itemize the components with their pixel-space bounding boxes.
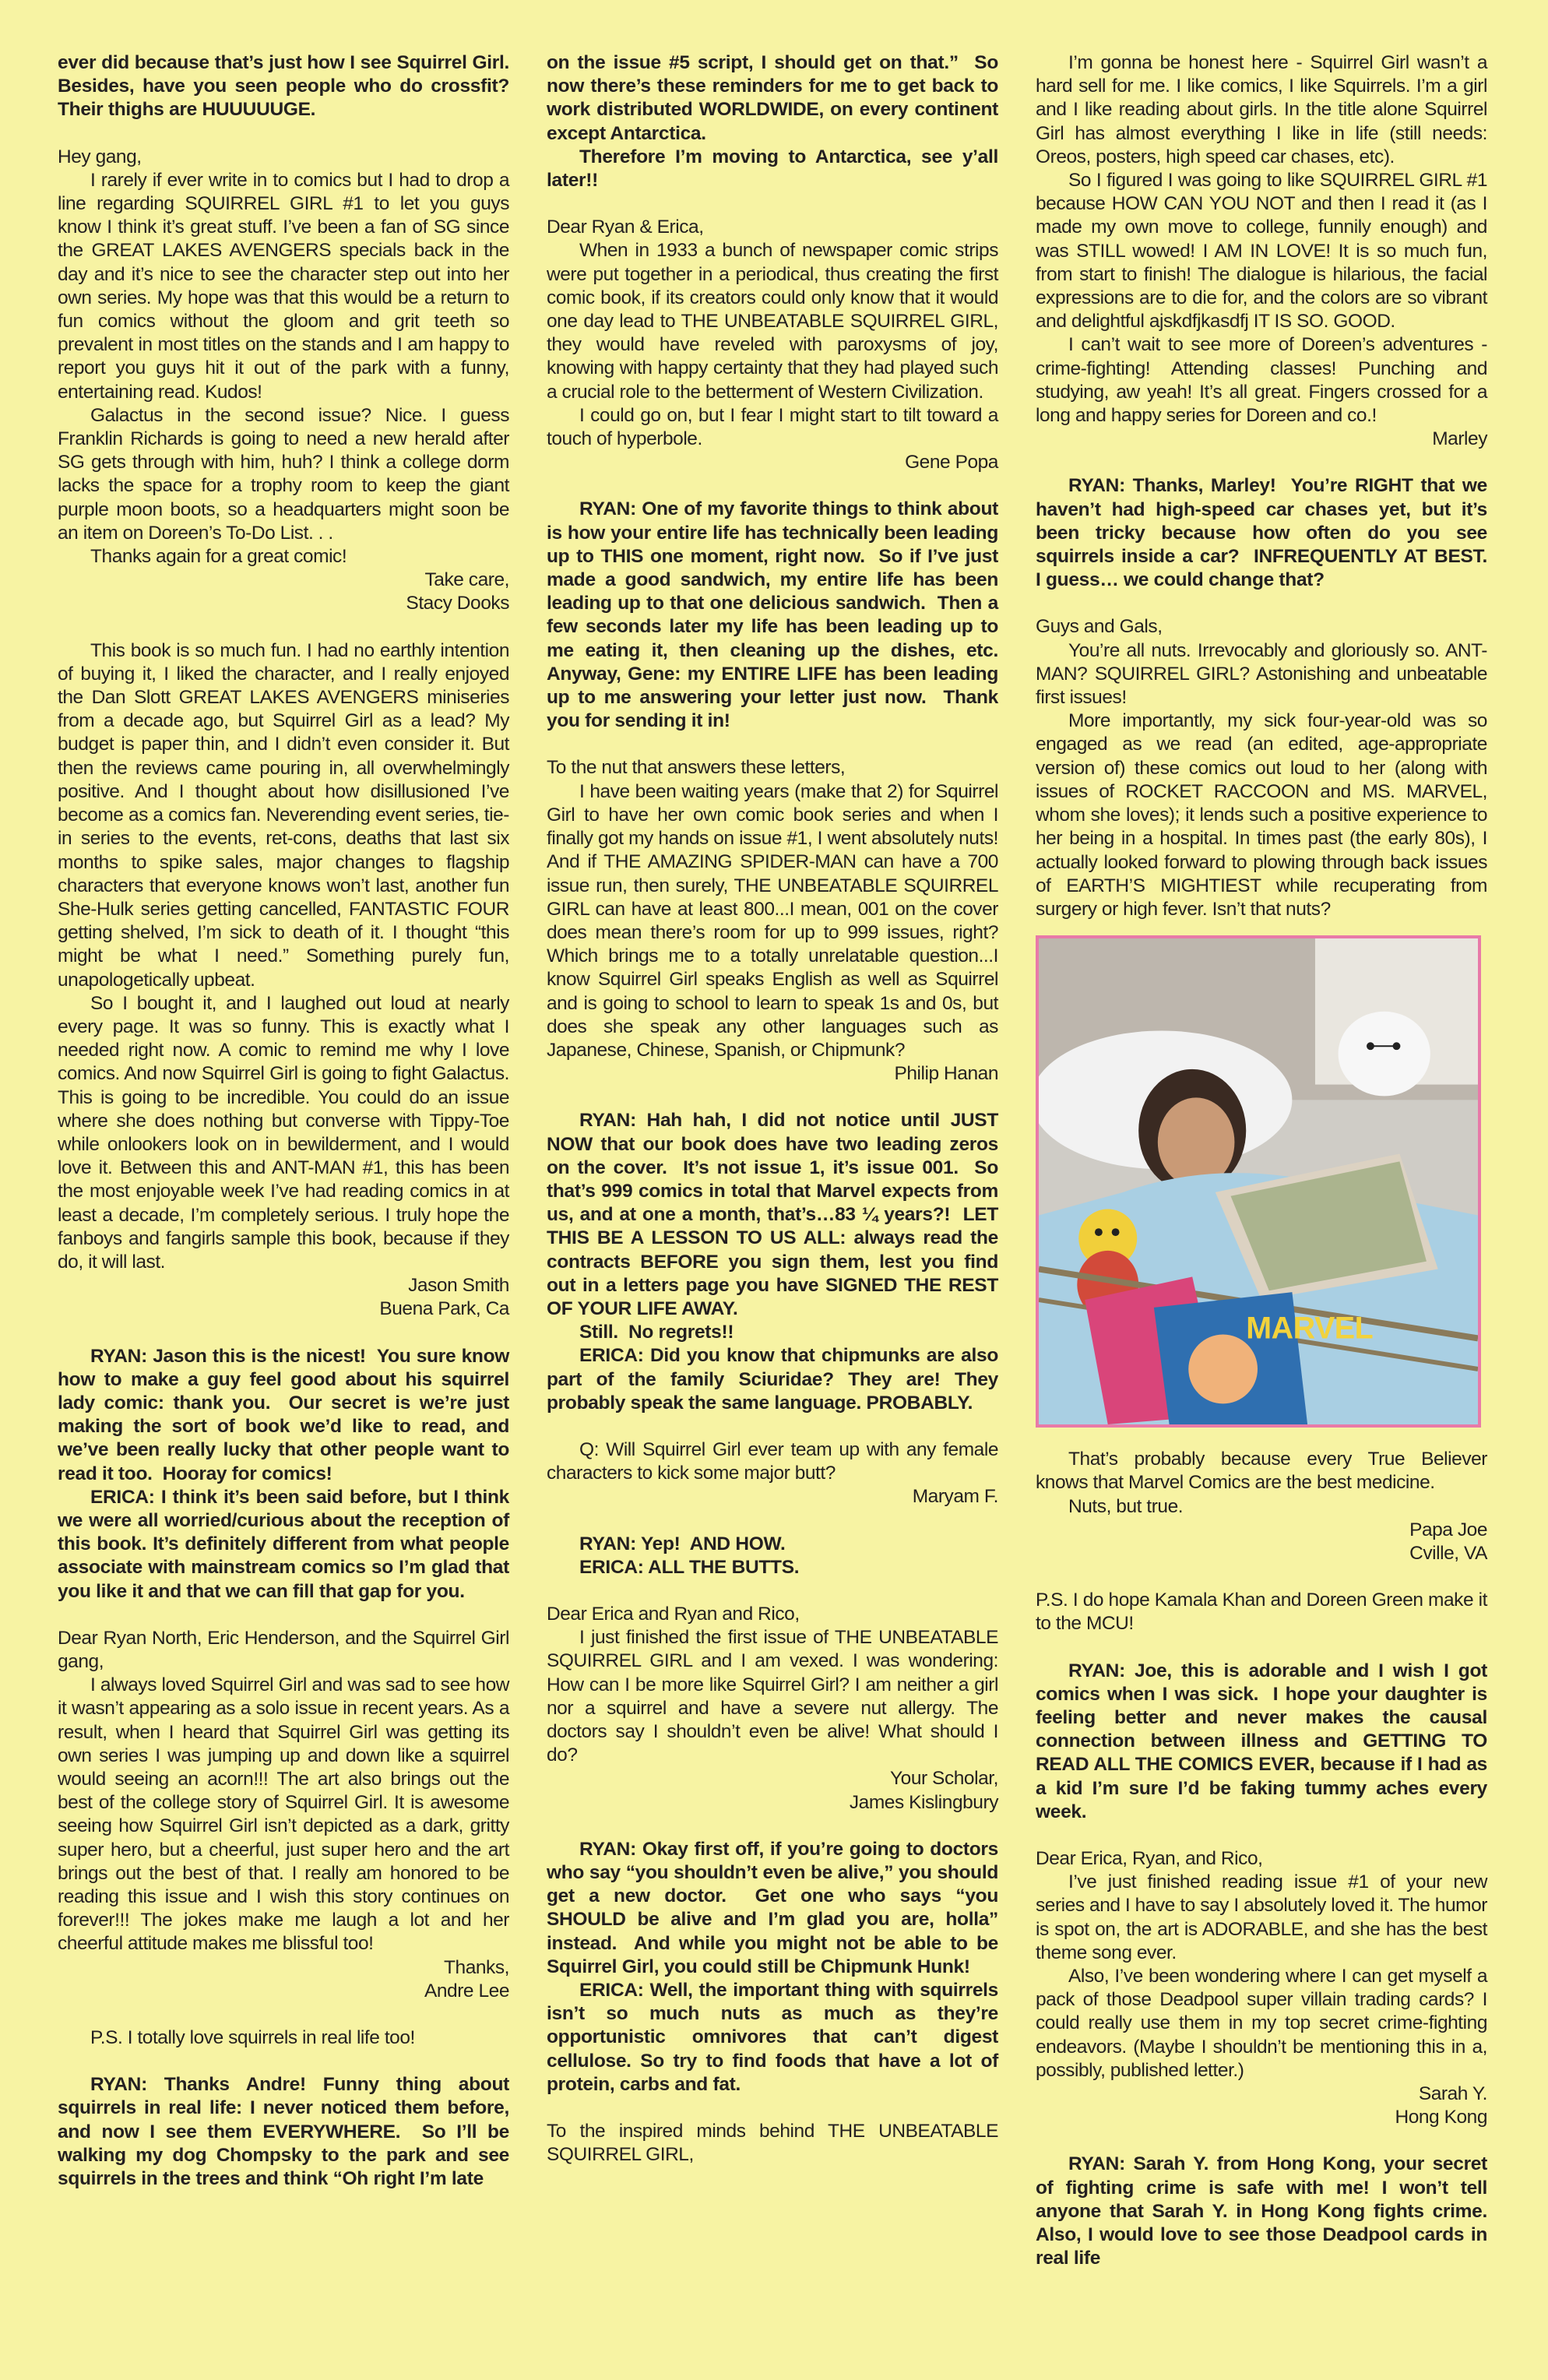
letter-signature: Andre Lee bbox=[424, 1980, 509, 2002]
letter-paragraph: More importantly, my sick four-year-old was so engaged as we read (an edited, age-appropriate version of) these comics out loud to her (along with issues of ROCKET RACCOON and MS. MARVEL, whom she loves); it lends such a positive experience to her being in a hospital. In times past (the early 80s), I actually looked forward to plowing through back issues of EARTH’S MIGHTIEST while recuperating from surgery or high fever. Isn’t that nuts? bbox=[1036, 710, 1493, 920]
reply-paragraph: ERICA: Well, the important thing with squirrels isn’t so much nuts as much as they’re opportunistic omnivores that can’t digest cellulose. So try to find foods that have a lot of protein, carbs and fat. bbox=[547, 1980, 1004, 2095]
reply-paragraph: RYAN: Thanks, Marley! You’re RIGHT that we haven’t had high-speed car chases yet, but it’s been tricky because how often do you see squirrels inside a car? INFREQUENTLY AT BEST. I guess… we could change that? bbox=[1036, 475, 1498, 591]
letter-signature: Gene Popa bbox=[905, 452, 998, 474]
letter-paragraph: Also, I’ve been wondering where I can get myself a pack of those Deadpool super villain trading cards? I could really use them in my top secret crime-fighting endeavors. (Maybe I shouldn’t be mentioning this in a, possibly, published letter.) bbox=[1036, 1965, 1493, 2081]
letter-paragraph: So I bought it, and I laughed out loud at nearly every page. It was so funny. This is exactly what I needed right now. A comic to remind me why I love comics. And now Squirrel Girl is going to fight Galactus. This is going to be incredible. You could do an issue where she does nothing but converse with Tippy-Toe while onlookers look on in bewilderment, and I would love it. Between this and ANT-MAN #1, this has been the most enjoyable week I’ve had reading comics in at least a decade, I’m completely serious. I truly hope the fanboys and fangirls sample this book, because if they do, it will last. bbox=[58, 992, 515, 1273]
letter-paragraph: I have been waiting years (make that 2) for Squirrel Girl to have her own comic book series and when I finally got my hands on issue #1, I went absolutely nuts! And if THE AMAZING SPIDER-MAN can have a 700 issue run, then surely, THE UNBEATABLE SQUIRREL GIRL can have at least 800...I mean, 001 on the cover does mean there’s room for up to 999 issues, right? Which brings me to a totally unrelatable question...I know Squirrel Girl speaks English as well as Squirrel and is going to school to learn to speak 1s and 0s, but does she speak any other languages such as Japanese, Chinese, Spanish, or Chipmunk? bbox=[547, 780, 1014, 1061]
paragraph-gap bbox=[1036, 592, 1487, 615]
reply-paragraph: Therefore I’m moving to Antarctica, see y’all later!! bbox=[547, 146, 1004, 192]
letter-paragraph: Galactus in the second issue? Nice. I guess Franklin Richards is going to need a new herald after SG gets through with him, huh? I think a college dorm lacks the space for a trophy room to keep the giant purple moon boots, so a headquarters might soon be an item on Doreen’s To-Do List. . . bbox=[58, 404, 515, 544]
column-1 bbox=[58, 51, 515, 2191]
column-2 bbox=[547, 51, 1014, 2167]
paragraph-gap bbox=[547, 1086, 998, 1109]
letter-paragraph: Hey gang, bbox=[58, 146, 142, 167]
paragraph-gap bbox=[1036, 1565, 1487, 1589]
letter-paragraph: Guys and Gals, bbox=[1036, 616, 1163, 638]
column-3 bbox=[1036, 51, 1498, 2270]
letter-paragraph: When in 1933 a bunch of newspaper comic strips were put together in a periodical, thus creating the first comic book, if its creators could only know that it would one day lead to THE UNBEATABLE SQUIRREL GIRL, they would have reveled with paroxysms of joy, knowing with happy certainty that they had played such a crucial role to the betterment of Western Civilization. bbox=[547, 240, 1004, 403]
letter-signature: Stacy Dooks bbox=[406, 593, 509, 614]
paragraph-gap bbox=[58, 2003, 509, 2026]
letter-paragraph: P.S. I totally love squirrels in real life too! bbox=[90, 2027, 415, 2049]
paragraph-gap bbox=[58, 122, 509, 146]
letter-signature: Buena Park, Ca bbox=[379, 1298, 509, 1320]
letter-paragraph: So I figured I was going to like SQUIRREL GIRL #1 because HOW CAN YOU NOT and then I read it (as I made my own move to college, funnily enough) and was STILL wowed! I AM IN LOVE! It is so much fun, from start to finish! The dialogue is hilarious, the facial expressions are to die for, and the colors are so vibrant and delightful ajskdfjkasdfj IT IS SO. GOOD. bbox=[1036, 170, 1493, 333]
letter-signature: Sarah Y. bbox=[1418, 2082, 1487, 2104]
paragraph-gap bbox=[58, 1604, 509, 1627]
reply-paragraph: RYAN: Sarah Y. from Hong Kong, your secret of fighting crime is safe with me! I won’t tell anyone that Sarah Y. in Hong Kong fights crime. Also, I would love to see those Deadpool cards in real life bbox=[1036, 2153, 1498, 2269]
letter-paragraph: I’m gonna be honest here - Squirrel Girl wasn’t a hard sell for me. I like comics, I like Squirrels. I’m a girl and I like reading about girls. In the title alone Squirrel Girl has almost everything I like in life (still needs: Oreos, posters, high speed car chases, etc). bbox=[1036, 52, 1493, 167]
letter-signature: Thanks, bbox=[444, 1956, 509, 1978]
reply-paragraph: ERICA: Did you know that chipmunks are also part of the family Sciuridae? They are! They probably speak the same language. PROBABLY. bbox=[547, 1345, 1004, 1414]
paragraph-gap bbox=[547, 474, 998, 498]
letter-paragraph: You’re all nuts. Irrevocably and gloriously so. ANT-MAN? SQUIRREL GIRL? Astonishing and unbeatable first issues! bbox=[1036, 639, 1493, 709]
letter-paragraph: To the inspired minds behind THE UNBEATABLE SQUIRREL GIRL, bbox=[547, 2121, 1004, 2166]
paragraph-gap bbox=[547, 1415, 998, 1438]
letter-signature: Marley bbox=[1432, 428, 1487, 450]
reply-paragraph: on the issue #5 script, I should get on that.” So now there’s these reminders for me to get back to work distributed WORLDWIDE, on every continent except Antarctica. bbox=[547, 52, 1004, 144]
letter-paragraph: Dear Erica, Ryan, and Rico, bbox=[1036, 1847, 1263, 1869]
hospital-photo bbox=[1036, 935, 1481, 1428]
paragraph-gap bbox=[547, 1509, 998, 1533]
reply-paragraph: Still. No regrets!! bbox=[579, 1322, 734, 1343]
reply-paragraph: RYAN: Joe, this is adorable and I wish I got comics when I was sick. I hope your daughter is feeling better and never makes the causal connection between illness and GETTING TO READ ALL THE COMICS EVER, because if I had as a kid I’m sure I’d be faking tummy aches every week. bbox=[1036, 1660, 1493, 1822]
reply-paragraph: RYAN: Yep! AND HOW. bbox=[579, 1533, 786, 1554]
reply-paragraph: RYAN: Okay first off, if you’re going to doctors who say “you shouldn’t even be alive,” you should get a new doctor. Get one who says “you SHOULD be alive and I’m glad you are, holla” instead. And while you might not be able to be Squirrel Girl, you could still be Chipmunk Hunk! bbox=[547, 1838, 1004, 1977]
reply-paragraph: ever did because that’s just how I see Squirrel Girl. Besides, have you seen people who do crossfit? Their thighs are HUUUUUGE. bbox=[58, 52, 515, 121]
reply-paragraph: RYAN: Jason this is the nicest! You sure know how to make a guy feel good about his squirrel lady comic: thank you. Our secret is we’re just making the sort of book we’d like to read, and we’ve been really lucky that other people want to read it too. Hooray for comics! bbox=[58, 1345, 515, 1484]
letter-paragraph: Thanks again for a great comic! bbox=[90, 546, 347, 568]
reply-paragraph: RYAN: Hah hah, I did not notice until JUST NOW that our book does have two leading zeros on the cover. It’s not issue 1, it’s issue 001. So that’s 999 comics in total that Marvel expects from us, and at one a month, that’s…83 ¼ years?! LET THIS BE A LESSON TO US ALL: always read the contracts BEFORE you sign them, lest you find out in a letters page you have SIGNED THE REST OF YOUR LIFE AWAY. bbox=[547, 1110, 1004, 1319]
paragraph-gap bbox=[547, 2097, 998, 2120]
letter-paragraph: To the nut that answers these letters, bbox=[547, 757, 846, 779]
letter-paragraph: I always loved Squirrel Girl and was sad to see how it wasn’t appearing as a solo issue in recent years. As a result, when I heard that Squirrel Girl was getting its own series I was jumping up and down like a squirrel would seeing an acorn!!! The art also brings out the best of the college story of Squirrel Girl. It is awesome seeing how Squirrel Girl isn’t depicted as a dark, gritty super hero, but a cheerful, just super hero and the art brings out the best of that. I really am honored to be reading this issue and I wish this story continues on forever!!! The jokes make me laugh a lot and her cheerful attitude makes me blissful too! bbox=[58, 1674, 515, 1955]
reply-paragraph: ERICA: ALL THE BUTTS. bbox=[579, 1556, 800, 1578]
letter-paragraph: I can’t wait to see more of Doreen’s adventures - crime-fighting! Attending classes! Punching and studying, aw yeah! It’s all great. Fingers crossed for a long and happy series for Doreen and co.! bbox=[1036, 334, 1493, 427]
letter-paragraph: I rarely if ever write in to comics but I had to drop a line regarding SQUIRREL GIRL #1 to let you guys know I think it’s great stuff. I’ve been a fan of SG since the GREAT LAKES AVENGERS specials back in the day and it’s nice to see the character step out into her own series. My hope was that this would be a return to fun comics without the gloom and grit teeth so prevalent in most titles on the stands and I am happy to report you guys hit it out of the park with a funny, entertaining read. Kudos! bbox=[58, 169, 515, 403]
letter-paragraph: Dear Erica and Ryan and Rico, bbox=[547, 1603, 800, 1625]
letter-signature: James Kislingbury bbox=[849, 1791, 998, 1813]
paragraph-gap bbox=[547, 733, 998, 756]
letter-signature: Papa Joe bbox=[1409, 1519, 1487, 1540]
letter-paragraph: I just finished the first issue of THE UNBEATABLE SQUIRREL GIRL and I am vexed. I was wondering: How can I be more like Squirrel Girl? I am neither a girl nor a squirrel and have a severe nut allergy. The doctors say I shouldn’t even be alive! What should I do? bbox=[547, 1627, 1004, 1766]
letter-signature: Cville, VA bbox=[1409, 1542, 1487, 1564]
letter-paragraph: Q: Will Squirrel Girl ever team up with any female characters to kick some major butt? bbox=[547, 1438, 1004, 1484]
letter-paragraph: That’s probably because every True Believer knows that Marvel Comics are the best medicine. bbox=[1036, 1449, 1493, 1494]
letter-signature: Jason Smith bbox=[408, 1275, 509, 1297]
letter-paragraph: This book is so much fun. I had no earthly intention of buying it, I liked the character, and I really enjoyed the Dan Slott GREAT LAKES AVENGERS miniseries from a decade ago, but Squirrel Girl as a lead? My budget is paper thin, and I didn’t even consider it. But then the reviews came pouring in, all overwhelmingly positive. And I thought about how disillusioned I’ve become as a comics fan. Neverending event series, tie-in series to the events, ret-cons, deaths that last six months to spike sales, major changes to flagship characters that everyone knows won’t last, another fun She-Hulk series getting cancelled, FANTASTIC FOUR getting shelved, I’m sick to death of it. I thought “this might be what I need.” Something purely fun, unapologetically upbeat. bbox=[58, 639, 515, 991]
paragraph-gap bbox=[547, 1815, 998, 1838]
letter-signature: Philip Hanan bbox=[894, 1063, 998, 1085]
paragraph-gap bbox=[58, 616, 509, 639]
letter-signature: Your Scholar, bbox=[890, 1768, 998, 1790]
comic-cover-logo: MARVEL bbox=[1246, 1311, 1374, 1346]
reply-paragraph: RYAN: Thanks Andre! Funny thing about squirrels in real life: I never noticed them before, and now I see them EVERYWHERE. So I’ll be walking my dog Chompsky to the park and see squirrels in the trees and think “Oh right I’m late bbox=[58, 2074, 515, 2190]
letter-paragraph: Dear Ryan North, Eric Henderson, and the Squirrel Girl gang, bbox=[58, 1627, 515, 1672]
photo-illustration bbox=[1039, 938, 1478, 1424]
paragraph-gap bbox=[58, 1322, 509, 1345]
letter-paragraph: I’ve just finished reading issue #1 of your new series and I have to say I absolutely loved it. The humor is spot on, the art is ADORABLE, and she has the best theme song ever. bbox=[1036, 1871, 1493, 1963]
reply-paragraph: RYAN: One of my favorite things to think about is how your entire life has technically been leading up to THIS one moment, right now. So if I’ve just made a good sandwich, my entire life has been leading up to that one delicious sandwich. Then a few seconds later my life has been leading up to me eating it, then cleaning up the dishes, etc. Anyway, Gene: my ENTIRE LIFE has been leading up to me answering your letter just now. Thank you for sending it in! bbox=[547, 498, 1009, 732]
paragraph-gap bbox=[1036, 451, 1487, 474]
letter-paragraph: Dear Ryan & Erica, bbox=[547, 217, 704, 238]
letter-signature: Take care, bbox=[424, 569, 509, 591]
paragraph-gap bbox=[1036, 1824, 1487, 1847]
letter-signature: Maryam F. bbox=[912, 1486, 998, 1508]
paragraph-gap bbox=[58, 2050, 509, 2073]
reply-paragraph: ERICA: I think it’s been said before, but I think we were all worried/curious about the reception of this book. It’s definitely different from what people associate with mainstream comics so I’m glad that you like it and that we can fill that gap for you. bbox=[58, 1486, 515, 1602]
letter-paragraph: I could go on, but I fear I might start to tilt toward a touch of hyperbole. bbox=[547, 404, 1004, 450]
letter-paragraph: P.S. I do hope Kamala Khan and Doreen Green make it to the MCU! bbox=[1036, 1590, 1493, 1635]
paragraph-gap bbox=[1036, 2129, 1487, 2153]
letter-paragraph: Nuts, but true. bbox=[1068, 1495, 1184, 1517]
paragraph-gap bbox=[547, 1579, 998, 1603]
paragraph-gap bbox=[1036, 1636, 1487, 1660]
letter-signature: Hong Kong bbox=[1395, 2107, 1487, 2128]
paragraph-gap bbox=[547, 192, 998, 216]
